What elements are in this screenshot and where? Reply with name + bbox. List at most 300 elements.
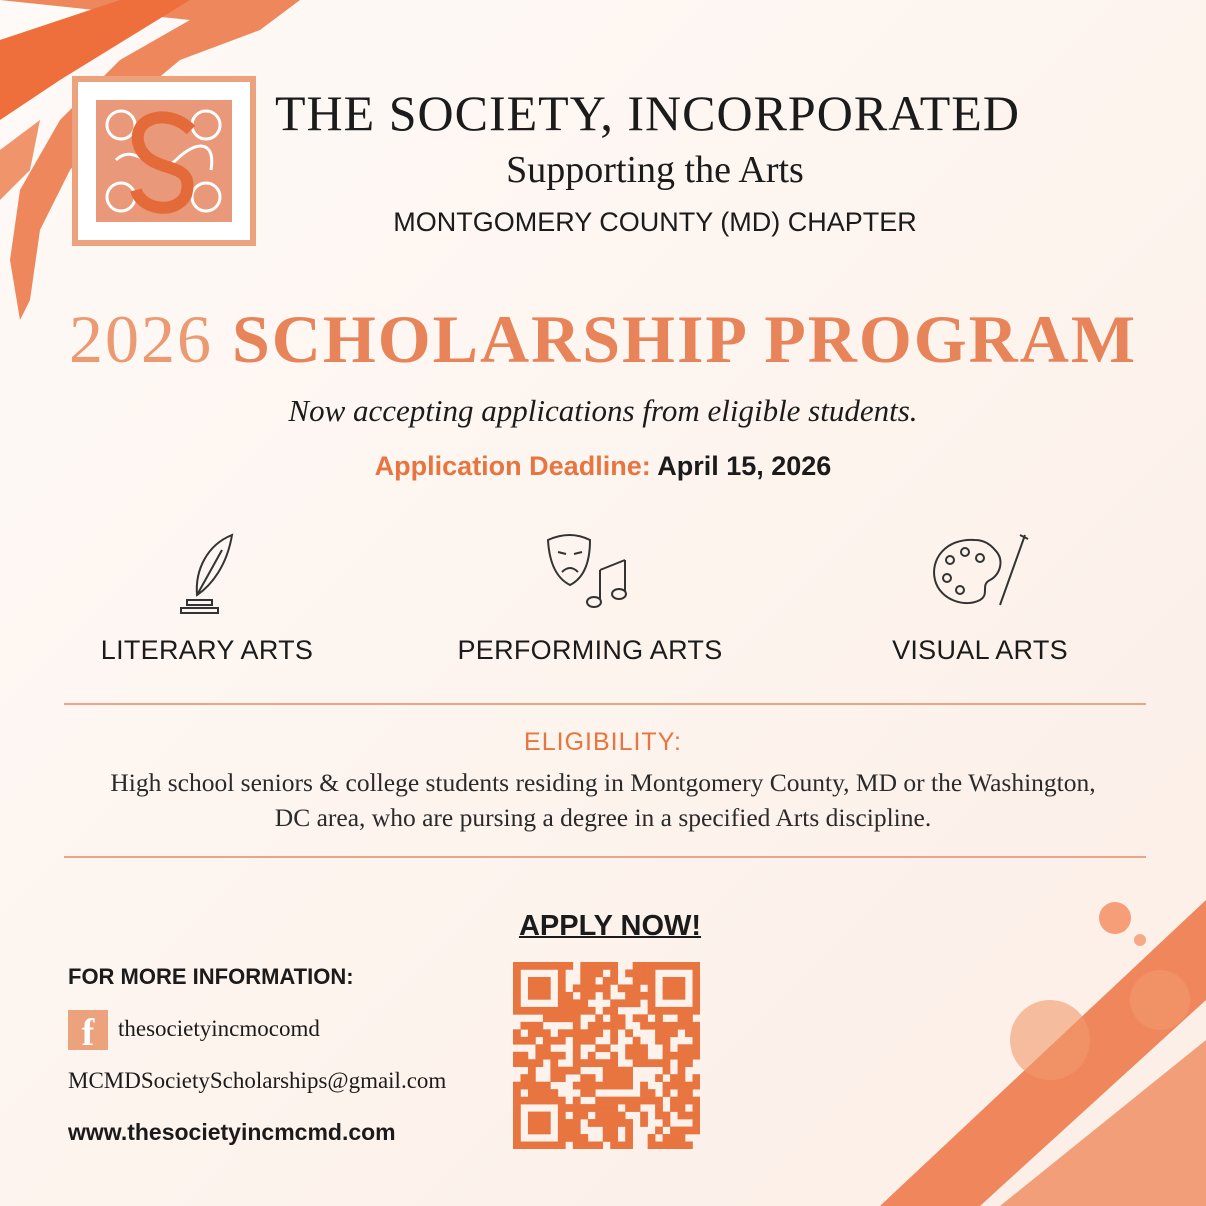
qr-module: [513, 1104, 521, 1112]
qr-module: [588, 969, 596, 977]
qr-module: [685, 1029, 693, 1037]
qr-module: [520, 1059, 528, 1067]
qr-module: [685, 1059, 693, 1067]
qr-module: [633, 1104, 641, 1112]
qr-module: [595, 984, 603, 992]
qr-module: [588, 1089, 596, 1097]
qr-module: [513, 1052, 521, 1060]
qr-module: [663, 1119, 671, 1127]
qr-module: [685, 1022, 693, 1030]
qr-module: [528, 1007, 536, 1015]
qr-module: [610, 1119, 618, 1127]
qr-module: [655, 1097, 663, 1105]
qr-module: [520, 1082, 528, 1090]
qr-module: [603, 1134, 611, 1142]
qr-module: [633, 977, 641, 985]
qr-module: [633, 962, 641, 970]
qr-module: [693, 1022, 700, 1030]
qr-module: [528, 1112, 536, 1120]
category-label: PERFORMING ARTS: [457, 635, 723, 665]
qr-module: [543, 992, 551, 1000]
qr-module: [535, 1127, 543, 1135]
qr-module: [513, 1059, 521, 1067]
qr-module: [685, 1142, 693, 1149]
qr-module: [558, 1142, 566, 1149]
qr-module: [610, 1022, 618, 1030]
qr-module: [648, 1022, 656, 1030]
qr-module: [543, 962, 551, 970]
qr-module: [573, 1044, 581, 1052]
qr-module: [670, 1134, 678, 1142]
qr-module: [580, 1059, 588, 1067]
qr-module: [625, 1097, 633, 1105]
qr-module: [595, 1082, 603, 1090]
qr-module: [543, 1119, 551, 1127]
qr-module: [535, 1059, 543, 1067]
qr-module: [573, 1104, 581, 1112]
qr-module: [648, 1007, 656, 1015]
qr-module: [663, 1059, 671, 1067]
qr-module: [573, 1014, 581, 1022]
qr-module: [535, 1089, 543, 1097]
qr-module: [640, 1052, 648, 1060]
apply-qr-code[interactable]: [513, 962, 700, 1149]
qr-module: [610, 1052, 618, 1060]
program-title: [0, 300, 1206, 379]
qr-module: [610, 969, 618, 977]
qr-module: [610, 977, 618, 985]
qr-module: [685, 1007, 693, 1015]
qr-module: [693, 984, 700, 992]
qr-module: [588, 992, 596, 1000]
qr-module: [588, 1059, 596, 1067]
category-label: LITERARY ARTS: [100, 635, 314, 665]
qr-module: [550, 1037, 558, 1045]
qr-module: [648, 999, 656, 1007]
qr-module: [513, 1007, 521, 1015]
qr-module: [618, 999, 626, 1007]
qr-module: [528, 992, 536, 1000]
qr-module: [595, 1022, 603, 1030]
more-info-heading: FOR MORE INFORMATION:: [68, 964, 354, 989]
chapter-name: MONTGOMERY COUNTY (MD) CHAPTER: [393, 207, 917, 237]
qr-module: [565, 1134, 573, 1142]
qr-module: [618, 1067, 626, 1075]
organization-title: THE SOCIETY, INCORPORATED: [275, 85, 1020, 141]
qr-module: [648, 977, 656, 985]
qr-module: [685, 1097, 693, 1105]
qr-module: [640, 992, 648, 1000]
qr-module: [618, 1119, 626, 1127]
qr-module: [625, 969, 633, 977]
qr-module: [648, 1097, 656, 1105]
qr-module: [655, 1014, 663, 1022]
qr-module: [558, 977, 566, 985]
qr-module: [550, 1007, 558, 1015]
category-visual-arts: [800, 530, 1160, 666]
qr-module: [543, 1127, 551, 1135]
qr-module: [528, 1089, 536, 1097]
qr-module: [610, 1127, 618, 1135]
qr-module: [558, 969, 566, 977]
theater-masks-music-icon: [540, 530, 640, 615]
qr-module: [693, 1052, 700, 1060]
qr-module: [550, 1097, 558, 1105]
qr-module: [588, 1119, 596, 1127]
qr-module: [670, 1082, 678, 1090]
qr-module: [670, 1029, 678, 1037]
qr-module: [678, 1074, 686, 1082]
qr-module: [663, 977, 671, 985]
qr-module: [573, 999, 581, 1007]
qr-module: [588, 1074, 596, 1082]
qr-module: [543, 1142, 551, 1149]
website-link[interactable]: www.thesocietyincmcmd.com: [68, 1119, 396, 1145]
qr-module: [528, 962, 536, 970]
qr-module: [535, 1052, 543, 1060]
qr-module: [580, 1134, 588, 1142]
qr-module: [693, 962, 700, 970]
qr-module: [565, 1119, 573, 1127]
qr-module: [655, 962, 663, 970]
qr-module: [678, 1127, 686, 1135]
qr-module: [543, 1044, 551, 1052]
qr-module: [513, 977, 521, 985]
qr-module: [580, 984, 588, 992]
qr-module: [678, 1104, 686, 1112]
qr-module: [588, 1142, 596, 1149]
qr-module: [610, 999, 618, 1007]
organization-subtitle: Supporting the Arts: [506, 149, 804, 191]
qr-module: [580, 992, 588, 1000]
program-name: SCHOLARSHIP PROGRAM: [231, 301, 1138, 377]
qr-module: [663, 1067, 671, 1075]
qr-module: [693, 1029, 700, 1037]
qr-module: [520, 1037, 528, 1045]
qr-module: [603, 1097, 611, 1105]
facebook-handle[interactable]: thesocietyincmocomd: [118, 1016, 320, 1041]
qr-module: [535, 1044, 543, 1052]
qr-module: [610, 1082, 618, 1090]
qr-module: [655, 1022, 663, 1030]
qr-module: [625, 1142, 633, 1149]
qr-module: [663, 1037, 671, 1045]
qr-module: [520, 1022, 528, 1030]
qr-module: [678, 1067, 686, 1075]
qr-module: [513, 1142, 521, 1149]
qr-module: [595, 1014, 603, 1022]
qr-module: [595, 1112, 603, 1120]
qr-module: [610, 1142, 618, 1149]
qr-module: [580, 962, 588, 970]
qr-module: [550, 1059, 558, 1067]
qr-module: [603, 1082, 611, 1090]
qr-module: [558, 1104, 566, 1112]
qr-module: [693, 1044, 700, 1052]
qr-module: [573, 1059, 581, 1067]
qr-module: [618, 1074, 626, 1082]
society-logo: [72, 76, 256, 246]
qr-module: [625, 1067, 633, 1075]
qr-module: [603, 1059, 611, 1067]
qr-module: [603, 1022, 611, 1030]
qr-module: [663, 1044, 671, 1052]
qr-module: [655, 1059, 663, 1067]
qr-module: [535, 1029, 543, 1037]
qr-module: [678, 1022, 686, 1030]
qr-module: [685, 1089, 693, 1097]
qr-module: [513, 1029, 521, 1037]
qr-module: [625, 1134, 633, 1142]
qr-module: [588, 1082, 596, 1090]
qr-module: [633, 1059, 641, 1067]
qr-module: [610, 1037, 618, 1045]
qr-module: [610, 1007, 618, 1015]
qr-module: [573, 1119, 581, 1127]
qr-module: [580, 1104, 588, 1112]
qr-module: [670, 984, 678, 992]
qr-module: [693, 1074, 700, 1082]
qr-module: [640, 977, 648, 985]
qr-module: [640, 1059, 648, 1067]
qr-module: [670, 1142, 678, 1149]
qr-module: [693, 1112, 700, 1120]
qr-module: [513, 1082, 521, 1090]
qr-module: [603, 1112, 611, 1120]
qr-module: [588, 962, 596, 970]
qr-module: [558, 1014, 566, 1022]
qr-module: [648, 969, 656, 977]
qr-module: [610, 1134, 618, 1142]
qr-module: [535, 962, 543, 970]
deadline-date: April 15, 2026: [657, 451, 832, 481]
qr-module: [528, 1119, 536, 1127]
qr-module: [595, 1097, 603, 1105]
qr-module: [543, 977, 551, 985]
qr-module: [685, 1127, 693, 1135]
qr-module: [625, 1104, 633, 1112]
qr-module: [640, 1119, 648, 1127]
qr-module: [558, 1134, 566, 1142]
qr-module: [573, 1142, 581, 1149]
apply-now-link[interactable]: APPLY NOW!: [518, 910, 702, 942]
qr-module: [693, 1127, 700, 1135]
qr-module: [678, 1007, 686, 1015]
qr-module: [573, 1022, 581, 1030]
qr-module: [558, 1067, 566, 1075]
qr-module: [678, 1059, 686, 1067]
qr-module: [685, 1014, 693, 1022]
qr-module: [543, 1037, 551, 1045]
qr-module: [550, 962, 558, 970]
qr-module: [535, 984, 543, 992]
qr-module: [678, 992, 686, 1000]
qr-module: [618, 1142, 626, 1149]
qr-module: [588, 977, 596, 985]
program-year: 2026: [68, 301, 213, 377]
qr-module: [558, 1112, 566, 1120]
qr-module: [513, 1119, 521, 1127]
qr-module: [655, 1074, 663, 1082]
qr-module: [588, 984, 596, 992]
qr-module: [618, 1014, 626, 1022]
qr-module: [678, 977, 686, 985]
facebook-icon[interactable]: f: [68, 1010, 108, 1050]
qr-module: [550, 1067, 558, 1075]
qr-module: [520, 1007, 528, 1015]
qr-module: [558, 1007, 566, 1015]
qr-module: [543, 1029, 551, 1037]
contact-email[interactable]: MCMDSocietyScholarships@gmail.com: [68, 1068, 447, 1093]
qr-module: [648, 962, 656, 970]
qr-module: [610, 1029, 618, 1037]
qr-module: [625, 1082, 633, 1090]
qr-module: [625, 992, 633, 1000]
qr-module: [640, 1112, 648, 1120]
qr-module: [528, 1067, 536, 1075]
qr-module: [640, 1044, 648, 1052]
qr-module: [663, 1029, 671, 1037]
qr-module: [640, 1097, 648, 1105]
eligibility-heading: ELIGIBILITY:: [524, 728, 682, 756]
qr-module: [648, 1134, 656, 1142]
qr-module: [618, 1022, 626, 1030]
qr-module: [603, 1119, 611, 1127]
qr-module: [580, 1029, 588, 1037]
qr-module: [520, 962, 528, 970]
qr-module: [558, 1119, 566, 1127]
qr-module: [693, 969, 700, 977]
qr-module: [625, 1127, 633, 1135]
qr-module: [543, 1007, 551, 1015]
qr-module: [633, 999, 641, 1007]
qr-module: [588, 1104, 596, 1112]
deadline-label: Application Deadline:: [374, 451, 651, 481]
qr-module: [573, 1037, 581, 1045]
qr-module: [633, 969, 641, 977]
qr-module: [670, 1097, 678, 1105]
qr-module: [655, 1142, 663, 1149]
qr-module: [610, 1074, 618, 1082]
qr-module: [595, 1104, 603, 1112]
qr-module: [595, 1142, 603, 1149]
qr-module: [648, 1142, 656, 1149]
qr-module: [670, 992, 678, 1000]
category-performing-arts: [410, 530, 770, 666]
qr-module: [603, 1104, 611, 1112]
qr-module: [565, 962, 573, 970]
qr-module: [610, 1067, 618, 1075]
qr-module: [603, 1067, 611, 1075]
qr-module: [633, 1044, 641, 1052]
qr-module: [693, 1037, 700, 1045]
qr-module: [693, 1082, 700, 1090]
qr-module: [693, 1104, 700, 1112]
qr-module: [550, 1142, 558, 1149]
qr-module: [528, 1142, 536, 1149]
qr-module: [573, 1112, 581, 1120]
qr-module: [580, 977, 588, 985]
qr-module: [678, 1112, 686, 1120]
qr-module: [528, 1059, 536, 1067]
qr-module: [588, 1007, 596, 1015]
qr-module: [543, 1112, 551, 1120]
qr-module: [520, 1052, 528, 1060]
qr-module: [535, 1097, 543, 1105]
qr-module: [580, 999, 588, 1007]
qr-module: [535, 1007, 543, 1015]
qr-module: [685, 1052, 693, 1060]
qr-module: [528, 1082, 536, 1090]
qr-module: [528, 1127, 536, 1135]
qr-module: [655, 1112, 663, 1120]
qr-module: [580, 1037, 588, 1045]
qr-module: [558, 1052, 566, 1060]
qr-module: [663, 1142, 671, 1149]
qr-module: [655, 1007, 663, 1015]
qr-module: [670, 1127, 678, 1135]
qr-module: [565, 992, 573, 1000]
qr-module: [580, 1074, 588, 1082]
qr-module: [565, 1104, 573, 1112]
qr-module: [580, 1142, 588, 1149]
qr-module: [580, 1112, 588, 1120]
qr-module: [618, 1112, 626, 1120]
qr-module: [633, 1052, 641, 1060]
qr-module: [603, 1074, 611, 1082]
qr-module: [535, 977, 543, 985]
qr-module: [640, 962, 648, 970]
qr-module: [565, 1127, 573, 1135]
qr-module: [595, 1119, 603, 1127]
qr-module: [573, 1127, 581, 1135]
qr-module: [573, 984, 581, 992]
qr-module: [558, 992, 566, 1000]
qr-module: [610, 962, 618, 970]
qr-module: [693, 977, 700, 985]
eligibility-text: High school seniors & college students residing in Montgomery County, MD or the Washington, DC area, who are pursing a degree in a specified Arts discipline.: [110, 768, 1096, 832]
qr-module: [535, 1142, 543, 1149]
qr-module: [618, 1097, 626, 1105]
qr-module: [528, 1097, 536, 1105]
qr-module: [693, 1097, 700, 1105]
qr-module: [528, 1022, 536, 1030]
qr-module: [685, 962, 693, 970]
qr-module: [640, 1022, 648, 1030]
qr-module: [573, 1052, 581, 1060]
qr-module: [693, 1119, 700, 1127]
qr-module: [633, 1037, 641, 1045]
qr-module: [610, 1104, 618, 1112]
qr-module: [618, 1082, 626, 1090]
qr-module: [565, 1029, 573, 1037]
qr-module: [588, 1052, 596, 1060]
qr-module: [543, 1052, 551, 1060]
qr-module: [648, 984, 656, 992]
qr-module: [543, 984, 551, 992]
qr-module: [543, 1014, 551, 1022]
qr-module: [513, 992, 521, 1000]
qr-module: [573, 1134, 581, 1142]
qr-module: [678, 962, 686, 970]
qr-module: [670, 962, 678, 970]
qr-module: [678, 1044, 686, 1052]
qr-module: [663, 1052, 671, 1060]
qr-module: [663, 1112, 671, 1120]
palette-brush-icon: [925, 530, 1035, 615]
quill-inkwell-icon: [167, 530, 247, 615]
qr-module: [558, 999, 566, 1007]
